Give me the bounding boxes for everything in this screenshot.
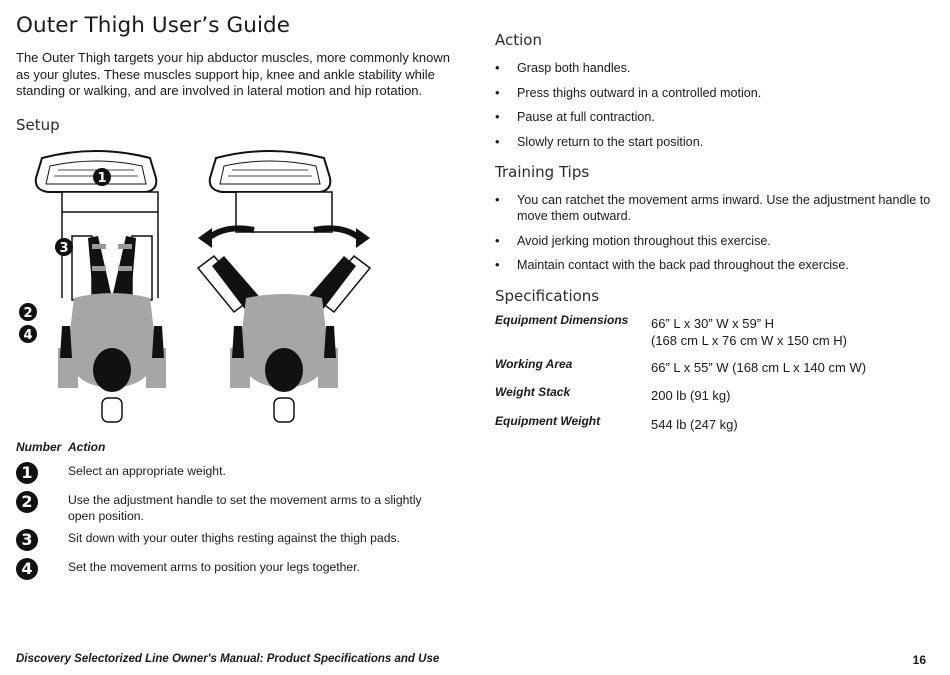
setup-heading: Setup [16,116,60,134]
action-heading: Action [495,31,542,49]
action-column-header: Action [68,440,106,454]
spec-label: Equipment Dimensions [495,313,629,327]
step-text: Sit down with your outer thighs resting against the thigh pads. [68,531,400,545]
spec-value: 66” L x 55” W (168 cm L x 140 cm W) [651,360,867,375]
intro-paragraph: The Outer Thigh targets your hip abductor muscles, more commonly known as your glutes. These muscles support hip, knee and ankle stability while standing or walking, and are involved in lateral motion and hip rotation. [16,50,451,98]
svg-text:1: 1 [97,171,107,186]
specifications-heading: Specifications [495,287,600,305]
spec-label: Working Area [495,357,573,371]
training-tips-list [495,192,935,282]
steps-table-header [16,440,105,454]
footer-manual-title: Discovery Selectorized Line Owner's Manual: Product Specifications and Use [16,653,440,665]
spec-label: Weight Stack [495,385,571,399]
svg-text:4: 4 [23,328,33,343]
list-item: • Pause at full contraction. [495,109,655,124]
list-item: • Grasp both handles. [495,60,631,75]
machine-open-position [198,151,370,422]
setup-illustration [23,148,388,430]
page-number: 16 [912,653,926,667]
machine-start-position [36,151,166,422]
step-text: Select an appropriate weight. [68,464,226,478]
list-item: • Press thighs outward in a controlled motion. [495,84,762,100]
step-number-badge: 4 [16,558,38,580]
step-text: Use the adjustment handle to set the movement arms to a slightly open position. [68,493,422,523]
spec-value: 544 lb (247 kg) [651,417,738,432]
spec-label: Equipment Weight [495,414,601,428]
action-list [495,60,935,158]
svg-text:3: 3 [59,241,69,256]
list-item: • You can ratchet the movement arms inward. Use the adjustment handle to move them outward. [495,192,931,223]
spec-value: 66” L x 30” W x 59” H (168 cm L x 76 cm W x 150 cm H) [651,316,848,348]
page-title: Outer Thigh User’s Guide [16,13,291,38]
spec-value: 200 lb (91 kg) [651,388,731,403]
svg-text:2: 2 [23,306,33,321]
marker-4 [19,325,37,343]
number-column-header: Number [16,440,62,454]
marker-2 [19,303,37,321]
step-number-badge: 3 [16,529,38,551]
marker-1 [93,168,111,186]
list-item: • Maintain contact with the back pad throughout the exercise. [495,257,849,272]
list-item: • Slowly return to the start position. [495,133,704,149]
step-text: Set the movement arms to position your legs together. [68,560,360,574]
marker-3 [55,238,73,256]
step-number-badge: 2 [16,491,38,513]
training-tips-heading: Training Tips [495,163,590,181]
step-number-badge: 1 [16,462,38,484]
list-item: • Avoid jerking motion throughout this exercise. [495,232,771,248]
